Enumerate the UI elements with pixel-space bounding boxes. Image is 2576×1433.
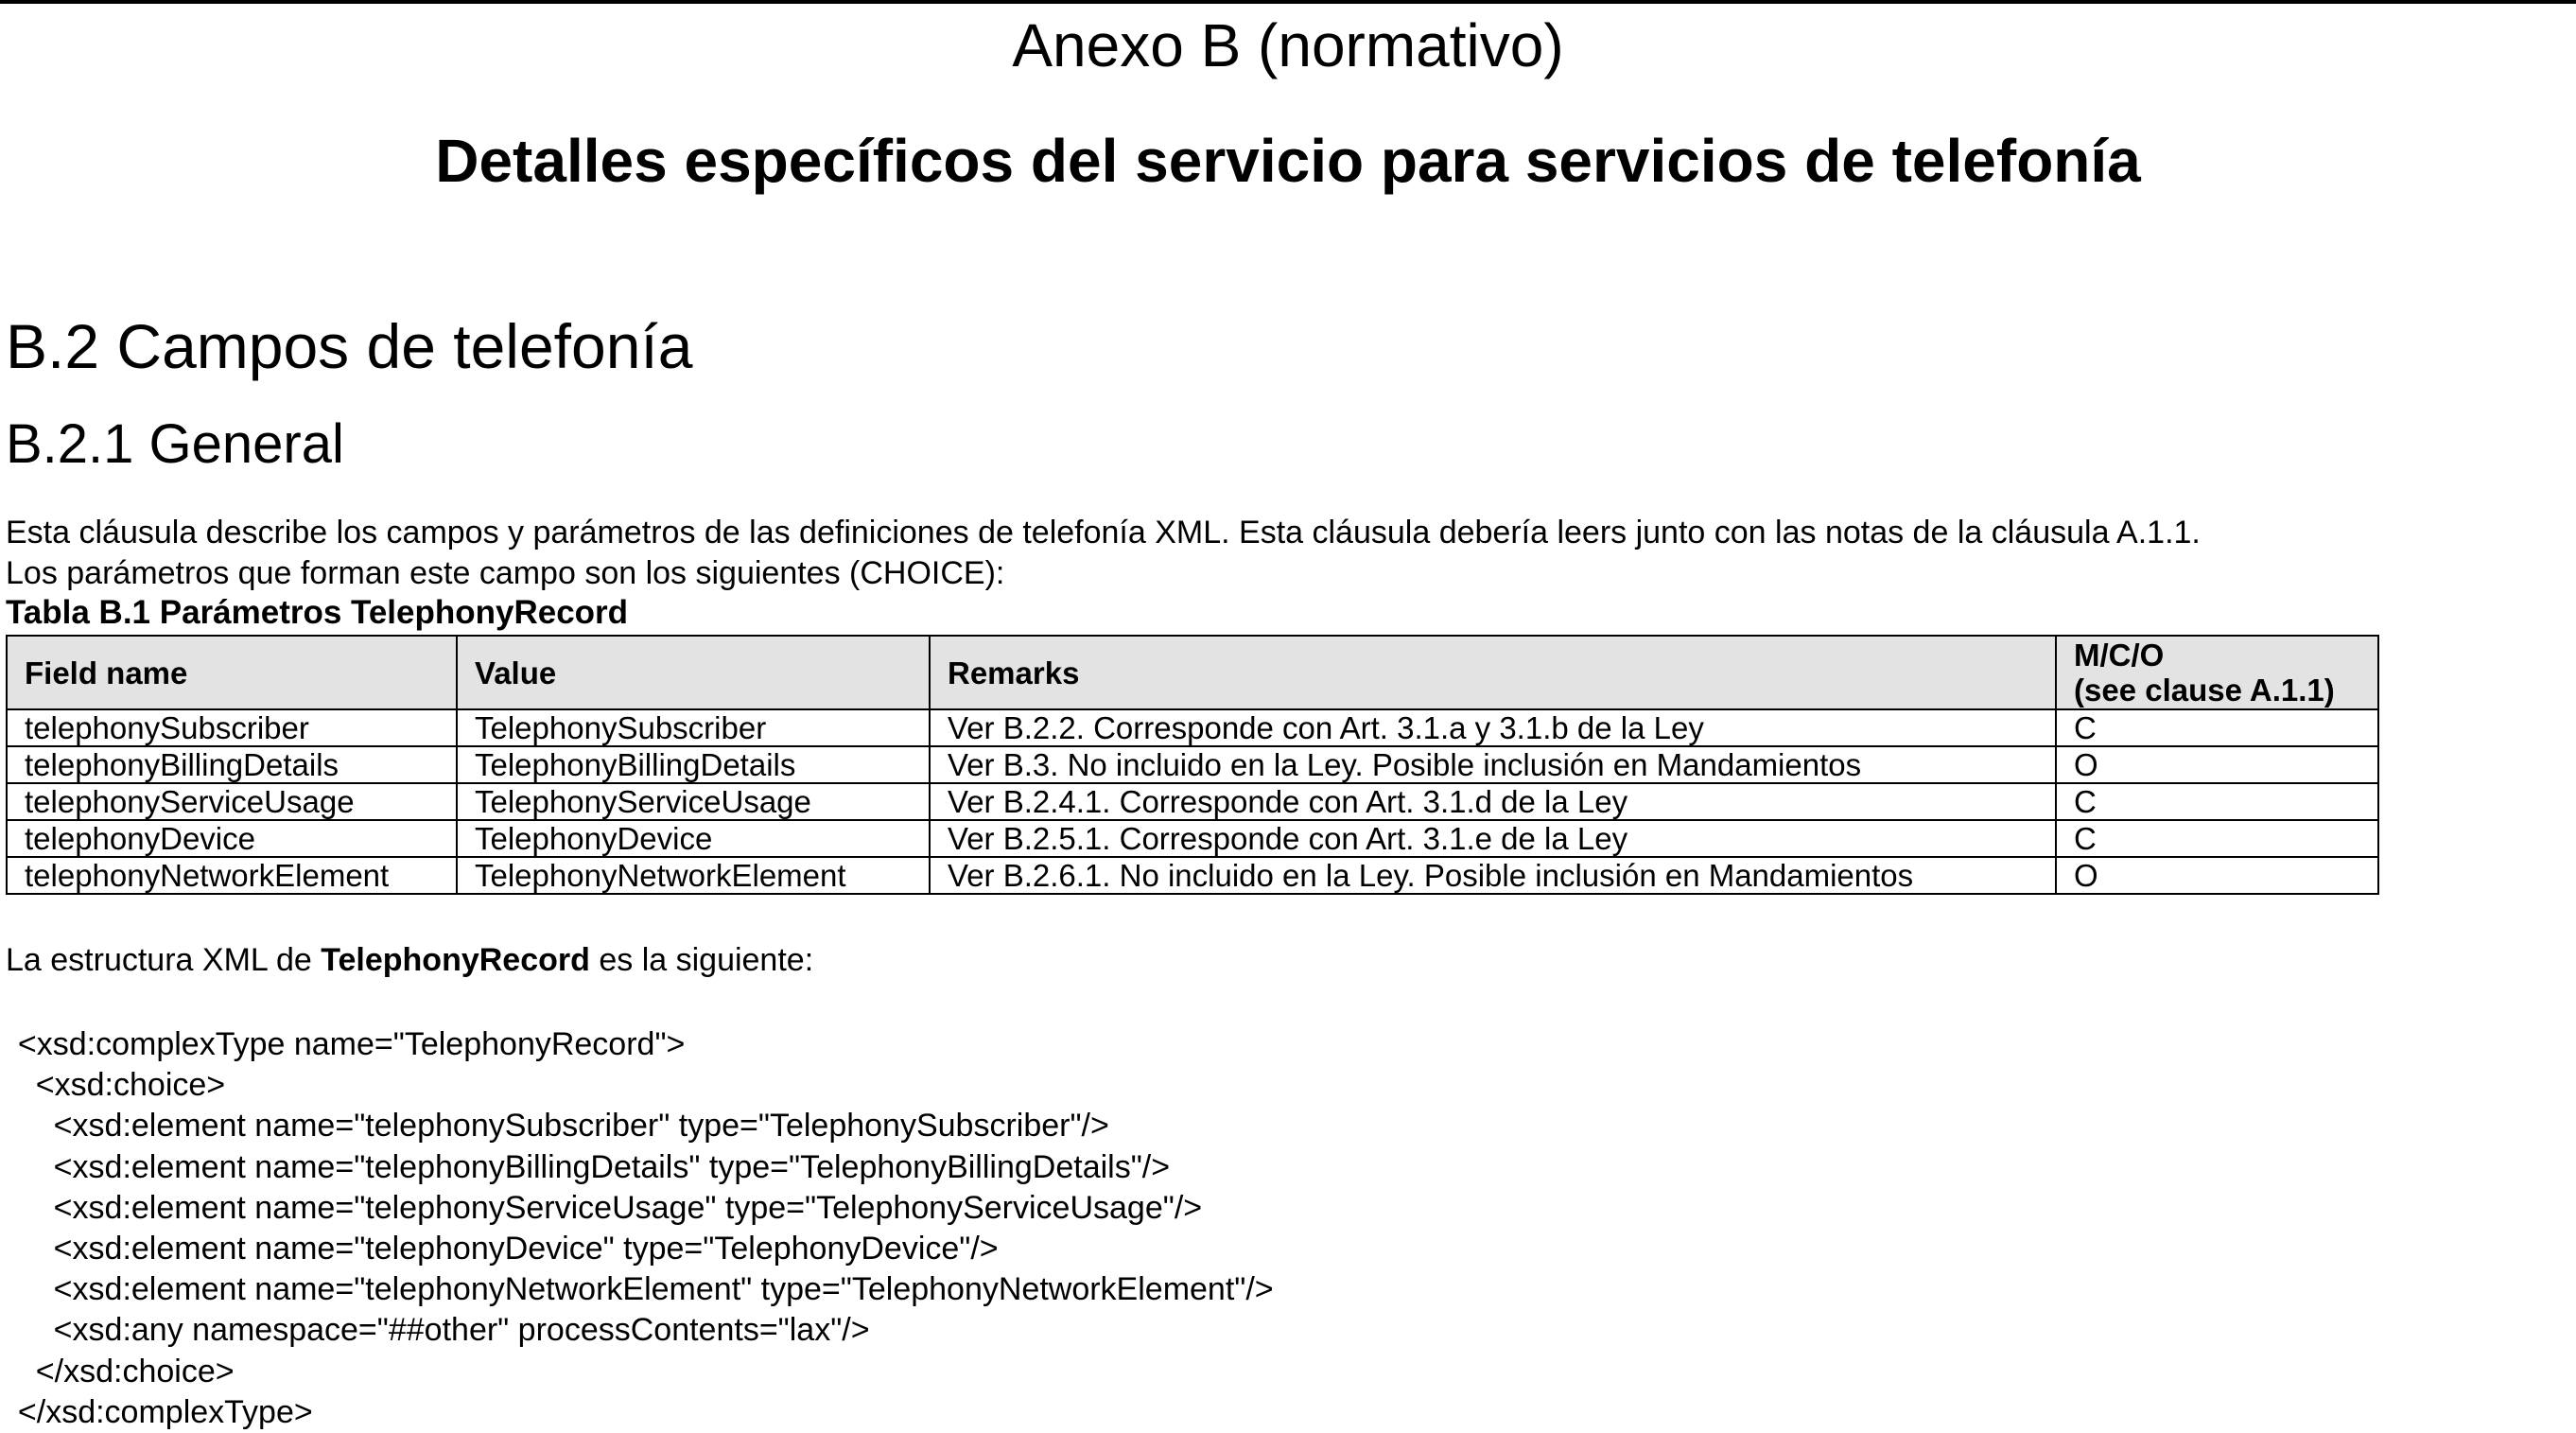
code-line: </xsd:choice> [0,1353,235,1389]
code-line: <xsd:element name="telephonyServiceUsage" type="TelephonyServiceUsage"/> [0,1189,1203,1226]
annex-title: Anexo B (normativo) [1012,11,1564,79]
cell-value: TelephonyServiceUsage [457,783,930,820]
xml-intro-before: La estructura XML de [6,942,322,978]
xml-intro-after: es la siguiente: [589,942,814,978]
table-row [7,746,2378,783]
cell-value: TelephonyDevice [457,820,930,857]
cell-field-name: telephonyServiceUsage [7,783,457,820]
xml-intro-sentence [6,940,813,980]
table-caption: Tabla B.1 Parámetros TelephonyRecord [6,594,629,631]
code-line: <xsd:any namespace="##other" processContents="lax"/> [0,1312,870,1349]
choice-paragraph: Los parámetros que forman este campo son los siguientes (CHOICE): [6,555,1005,591]
code-line: </xsd:complexType> [0,1393,313,1430]
code-line: <xsd:element name="telephonyDevice" type="TelephonyDevice"/> [0,1230,999,1267]
subsection-heading: B.2.1 General [6,413,344,475]
table-row [7,857,2378,894]
cell-remarks: Ver B.2.5.1. Corresponde con Art. 3.1.e de la Ley [930,820,2056,857]
cell-mco: C [2056,820,2378,857]
cell-mco: C [2056,783,2378,820]
cell-value: TelephonyNetworkElement [457,857,930,894]
cell-field-name: telephonyNetworkElement [7,857,457,894]
cell-value: TelephonySubscriber [457,709,930,746]
header-mco [2056,636,2378,709]
code-line: <xsd:element name="telephonySubscriber" type="TelephonySubscriber"/> [0,1108,1109,1145]
intro-paragraph: Esta cláusula describe los campos y parámetros de las definiciones de telefonía XML. Esta cláusula debería leers junto con las notas de la cláusula A.1.1. [6,515,2201,550]
code-line: <xsd:element name="telephonyBillingDetails" type="TelephonyBillingDetails"/> [0,1148,1171,1185]
cell-mco: C [2056,709,2378,746]
cell-field-name: telephonyBillingDetails [7,746,457,783]
cell-remarks: Ver B.2.2. Corresponde con Art. 3.1.a y 3.1.b de la Ley [930,709,2056,746]
table-header-row [7,636,2378,709]
header-remarks: Remarks [930,636,2056,709]
table-row [7,709,2378,746]
xml-code-block [0,1024,1274,1433]
cell-field-name: telephonyDevice [7,820,457,857]
header-mco-note: (see clause A.1.1) [2074,673,2335,708]
cell-mco: O [2056,857,2378,894]
header-field-name: Field name [7,636,457,709]
cell-field-name: telephonySubscriber [7,709,457,746]
code-line: <xsd:element name="telephonyNetworkElement" type="TelephonyNetworkElement"/> [0,1271,1274,1308]
section-heading: B.2 Campos de telefonía [6,311,693,381]
top-rule [0,0,2576,4]
code-line: <xsd:complexType name="TelephonyRecord"> [0,1026,686,1062]
cell-mco: O [2056,746,2378,783]
parameters-table [6,635,2379,895]
cell-remarks: Ver B.3. No incluido en la Ley. Posible inclusión en Mandamientos [930,746,2056,783]
annex-subtitle: Detalles específicos del servicio para servicios de telefonía [435,127,2141,195]
header-value: Value [457,636,930,709]
table-row [7,820,2378,857]
table-row [7,783,2378,820]
cell-remarks: Ver B.2.4.1. Corresponde con Art. 3.1.d de la Ley [930,783,2056,820]
code-line: <xsd:choice> [0,1067,226,1104]
cell-value: TelephonyBillingDetails [457,746,930,783]
header-mco-label: M/C/O [2074,638,2165,673]
xml-intro-bold: TelephonyRecord [321,942,590,978]
cell-remarks: Ver B.2.6.1. No incluido en la Ley. Posible inclusión en Mandamientos [930,857,2056,894]
